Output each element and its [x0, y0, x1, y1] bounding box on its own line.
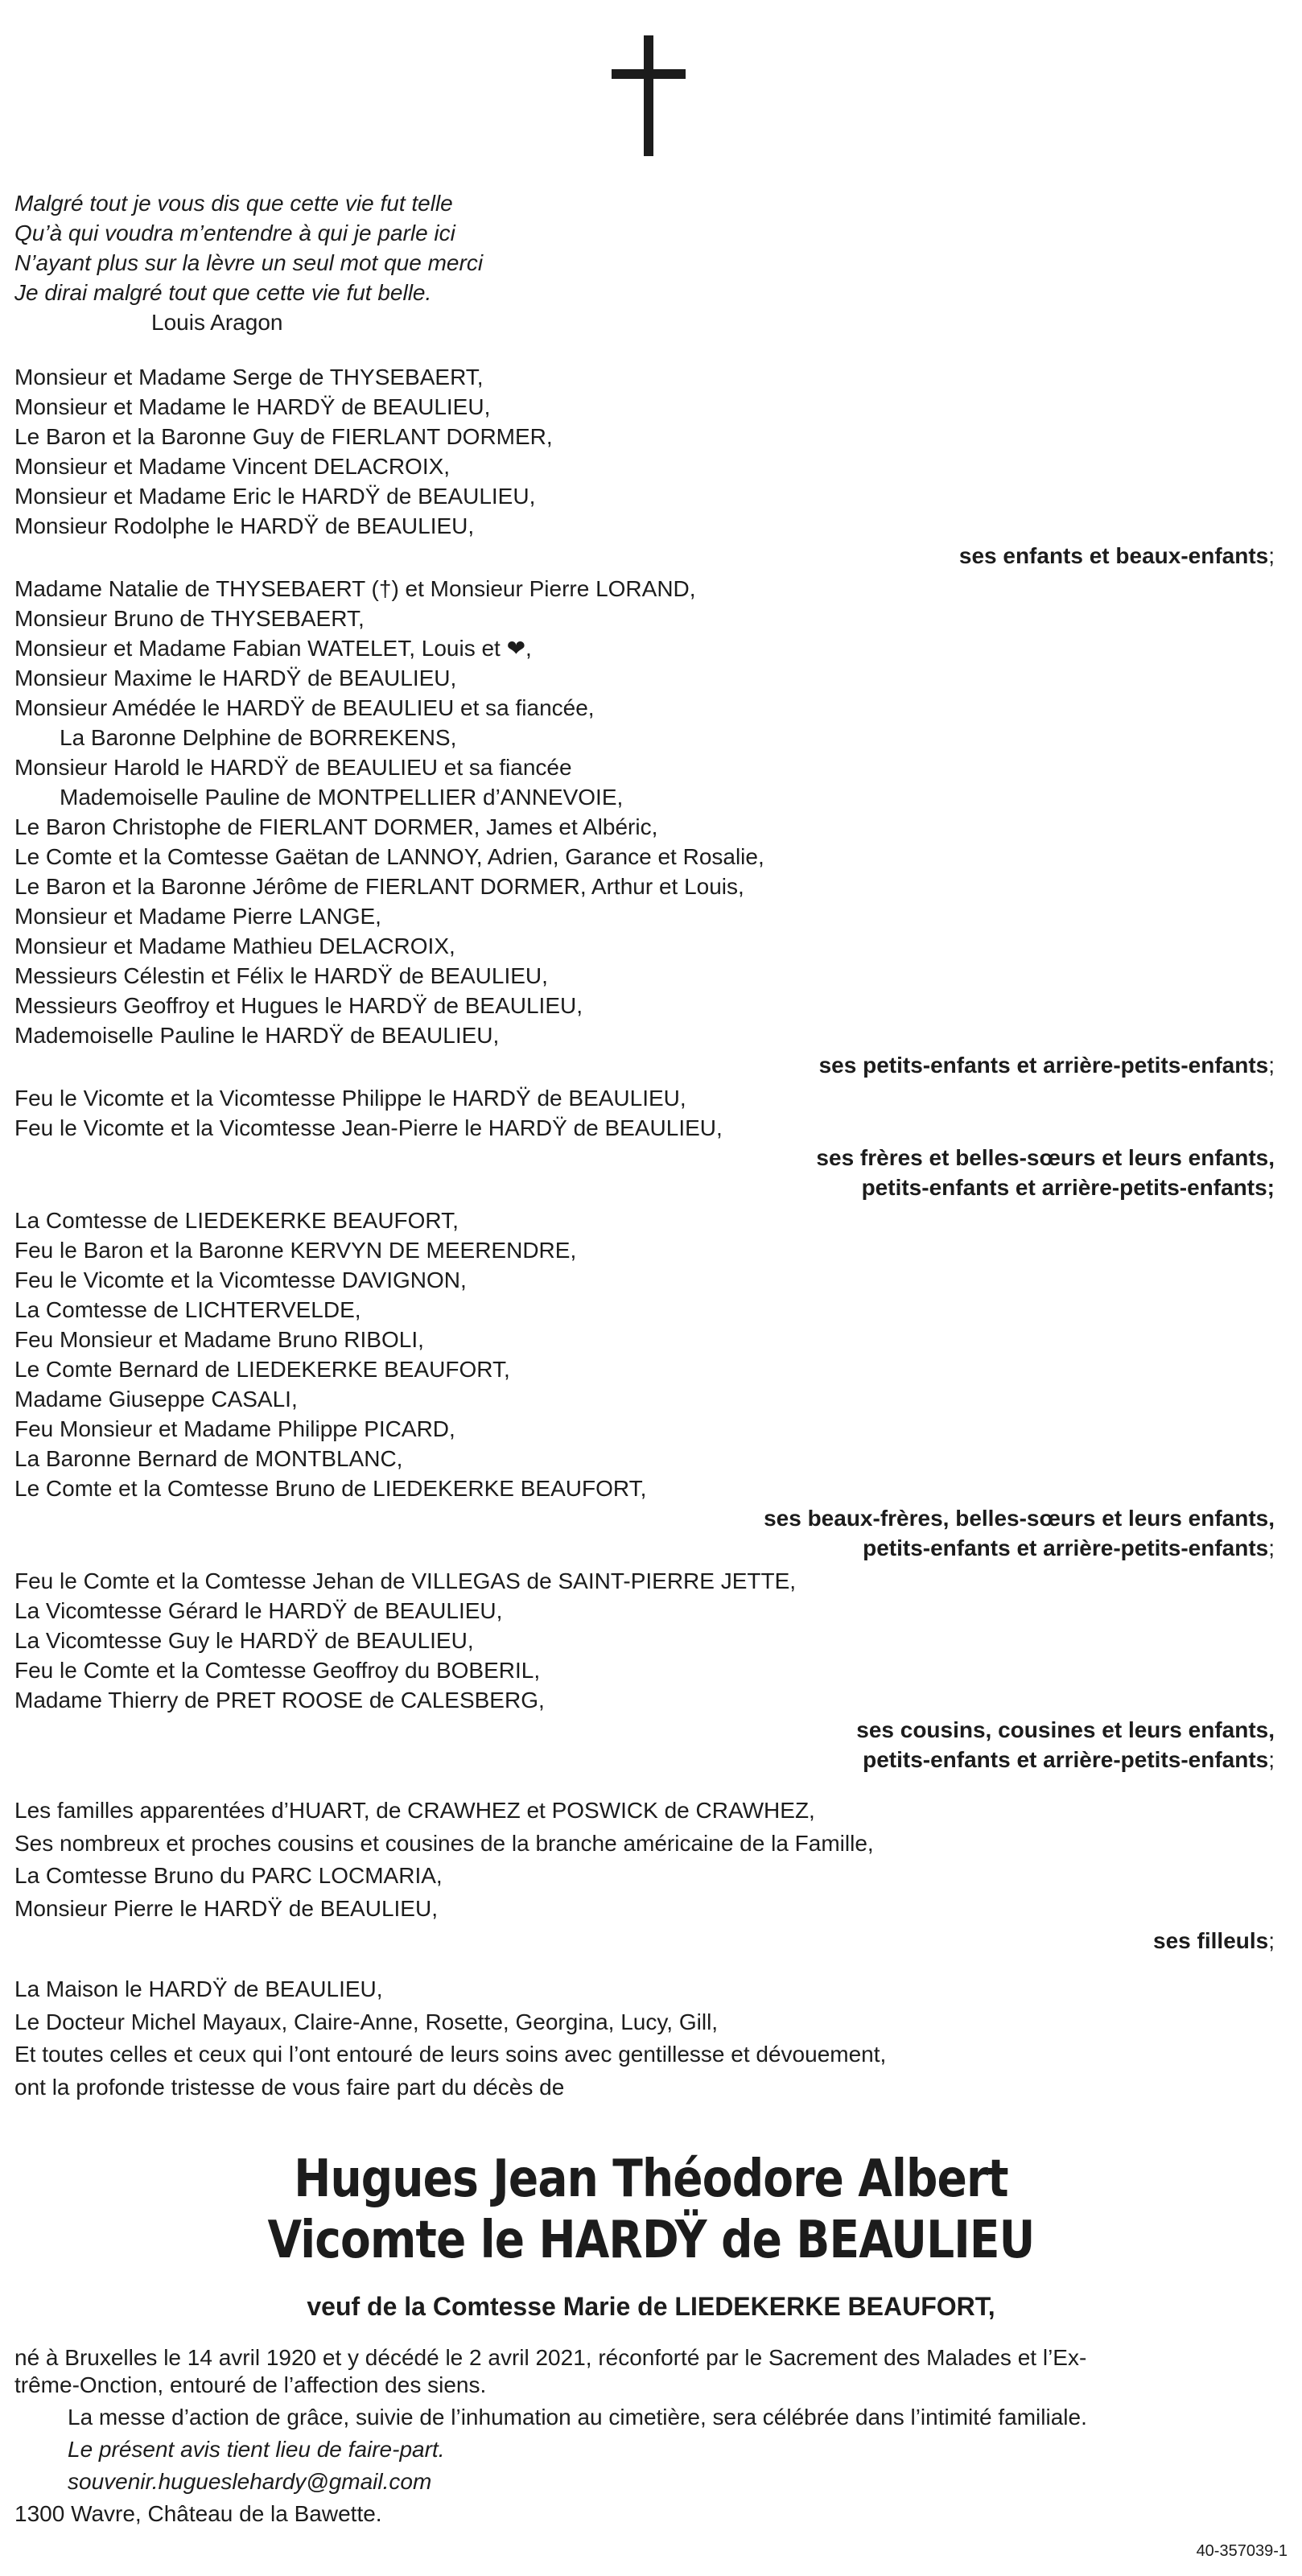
family-member-line: La Vicomtesse Gérard le HARDŸ de BEAULIEU, [14, 1598, 503, 1623]
family-member-line: Monsieur et Madame Serge de THYSEBAERT, [14, 365, 484, 389]
closing-line: Et toutes celles et ceux qui l’ont entouré de leurs soins avec gentillesse et dévouement, [14, 2042, 887, 2067]
family-member-line: Monsieur Maxime le HARDŸ de BEAULIEU, [14, 666, 457, 690]
poem [14, 188, 1291, 337]
relation-label: petits-enfants et arrière-petits-enfants; [863, 1747, 1275, 1772]
relation-label: ses frères et belles-sœurs et leurs enfants, [816, 1145, 1275, 1170]
family-member-line: Le Baron et la Baronne Jérôme de FIERLANT DORMER, Arthur et Louis, [14, 874, 744, 899]
family-member-line: Monsieur Harold le HARDŸ de BEAULIEU et sa fiancée [14, 755, 572, 780]
relation-label: ses enfants et beaux-enfants; [958, 543, 1275, 568]
cousins-section [14, 1566, 1291, 1774]
poem-line: Malgré tout je vous dis que cette vie fut telle [14, 191, 453, 216]
family-member-line: Mademoiselle Pauline de MONTPELLIER d’ANNEVOIE, [60, 785, 624, 810]
family-member-line: Feu le Vicomte et la Vicomtesse Philippe le HARDŸ de BEAULIEU, [14, 1086, 686, 1111]
family-member-line: Monsieur Amédée le HARDŸ de BEAULIEU et sa fiancée, [14, 695, 595, 720]
closing-line: La Maison le HARDŸ de BEAULIEU, [14, 1976, 383, 2001]
family-member-line: La Comtesse Bruno du PARC LOCMARIA, [14, 1863, 443, 1888]
family-member-line: Monsieur Pierre le HARDŸ de BEAULIEU, [14, 1895, 438, 1921]
reference-number: 40-357039-1 [1196, 2542, 1288, 2560]
poem-line: Je dirai malgré tout que cette vie fut belle. [14, 280, 432, 305]
family-member-line: Monsieur et Madame Fabian WATELET, Louis et ❤, [14, 636, 532, 661]
family-member-line: Feu Monsieur et Madame Philippe PICARD, [14, 1416, 455, 1441]
birth-death-line: né à Bruxelles le 14 avril 1920 et y décédé le 2 avril 2021, réconforté par le Sacrement des Malades et l’Ex- [14, 2345, 1087, 2370]
email-line: souvenir.hugueslehardy@gmail.com [68, 2469, 432, 2494]
family-member-line: Le Comte Bernard de LIEDEKERKE BEAUFORT, [14, 1357, 510, 1382]
family-member-line: Madame Thierry de PRET ROOSE de CALESBERG, [14, 1688, 545, 1713]
family-member-line: Le Baron Christophe de FIERLANT DORMER, James et Albéric, [14, 814, 658, 839]
families-section [14, 1795, 1291, 1957]
family-member-line: La Baronne Delphine de BORREKENS, [60, 725, 457, 750]
family-member-line: Monsieur et Madame Eric le HARDŸ de BEAULIEU, [14, 484, 536, 509]
family-member-line: Madame Giuseppe CASALI, [14, 1387, 298, 1412]
children-section [14, 362, 1291, 571]
closing-line: ont la profonde tristesse de vous faire part du décès de [14, 2074, 565, 2100]
family-member-line: Madame Natalie de THYSEBAERT (†) et Monsieur Pierre LORAND, [14, 576, 696, 601]
siblings-section [14, 1083, 1291, 1202]
latin-cross-icon [612, 35, 686, 156]
family-member-line: Feu le Vicomte et la Vicomtesse DAVIGNON, [14, 1267, 467, 1292]
address-line: 1300 Wavre, Château de la Bawette. [14, 2501, 382, 2526]
relation-label: ses petits-enfants et arrière-petits-enfants; [818, 1053, 1275, 1078]
poem-line: Qu’à qui voudra m’entendre à qui je parle ici [14, 221, 455, 245]
grandchildren-section [14, 574, 1291, 1080]
notice-line: Le présent avis tient lieu de faire-part. [68, 2437, 445, 2462]
birth-death-line: trême-Onction, entouré de l’affection des siens. [14, 2372, 487, 2397]
family-member-line: Le Baron et la Baronne Guy de FIERLANT DORMER, [14, 424, 553, 449]
family-member-line: Feu Monsieur et Madame Bruno RIBOLI, [14, 1327, 424, 1352]
poem-author: Louis Aragon [151, 310, 283, 335]
relation-label: ses beaux-frères, belles-sœurs et leurs enfants, [764, 1506, 1275, 1531]
family-member-line: Feu le Comte et la Comtesse Jehan de VILLEGAS de SAINT-PIERRE JETTE, [14, 1568, 797, 1593]
closing-line: Le Docteur Michel Mayaux, Claire-Anne, Rosette, Georgina, Lucy, Gill, [14, 2009, 719, 2034]
family-member-line: Monsieur et Madame Vincent DELACROIX, [14, 454, 451, 479]
family-member-line: La Vicomtesse Guy le HARDŸ de BEAULIEU, [14, 1628, 474, 1653]
relation-label: petits-enfants et arrière-petits-enfants; [861, 1175, 1275, 1200]
family-member-line: Ses nombreux et proches cousins et cousines de la branche américaine de la Famille, [14, 1830, 874, 1856]
family-member-line: La Baronne Bernard de MONTBLANC, [14, 1446, 403, 1471]
family-member-line: La Comtesse de LIEDEKERKE BEAUFORT, [14, 1208, 459, 1233]
family-member-line: Le Comte et la Comtesse Bruno de LIEDEKERKE BEAUFORT, [14, 1476, 647, 1501]
family-member-line: Feu le Vicomte et la Vicomtesse Jean-Pierre le HARDŸ de BEAULIEU, [14, 1115, 723, 1140]
deceased-name-line-1: Hugues Jean Théodore Albert [294, 2149, 1008, 2209]
family-member-line: Monsieur Rodolphe le HARDŸ de BEAULIEU, [14, 513, 475, 538]
relation-label: ses cousins, cousines et leurs enfants, [856, 1717, 1275, 1742]
mass-line: La messe d’action de grâce, suivie de l’inhumation au cimetière, sera célébrée dans l’intimité familiale. [68, 2405, 1087, 2430]
family-member-line: Monsieur et Madame Pierre LANGE, [14, 904, 381, 929]
family-member-line: La Comtesse de LICHTERVELDE, [14, 1297, 361, 1322]
widower-line: veuf de la Comtesse Marie de LIEDEKERKE BEAUFORT, [307, 2292, 995, 2321]
in-laws-section [14, 1206, 1291, 1563]
family-member-line: Feu le Baron et la Baronne KERVYN DE MEERENDRE, [14, 1238, 577, 1263]
family-member-line: Messieurs Célestin et Félix le HARDŸ de BEAULIEU, [14, 963, 548, 988]
family-member-line: Monsieur et Madame Mathieu DELACROIX, [14, 934, 455, 958]
family-member-line: Monsieur Bruno de THYSEBAERT, [14, 606, 365, 631]
relation-label: ses filleuls; [1153, 1928, 1275, 1953]
family-member-line: Les familles apparentées d’HUART, de CRAWHEZ et POSWICK de CRAWHEZ, [14, 1798, 815, 1823]
poem-line: N’ayant plus sur la lèvre un seul mot que merci [14, 250, 484, 275]
family-member-line: Messieurs Geoffroy et Hugues le HARDŸ de BEAULIEU, [14, 993, 583, 1018]
family-member-line: Le Comte et la Comtesse Gaëtan de LANNOY, Adrien, Garance et Rosalie, [14, 844, 764, 869]
final-section [14, 2342, 1291, 2530]
family-member-line: Monsieur et Madame le HARDŸ de BEAULIEU, [14, 394, 491, 419]
family-member-line: Feu le Comte et la Comtesse Geoffroy du BOBERIL, [14, 1658, 541, 1683]
relation-label: petits-enfants et arrière-petits-enfants; [863, 1535, 1275, 1560]
family-member-line: Mademoiselle Pauline le HARDŸ de BEAULIEU, [14, 1023, 500, 1048]
closing-section [14, 1973, 1291, 2104]
deceased-name-line-2: Vicomte le HARDŸ de BEAULIEU [267, 2211, 1035, 2270]
